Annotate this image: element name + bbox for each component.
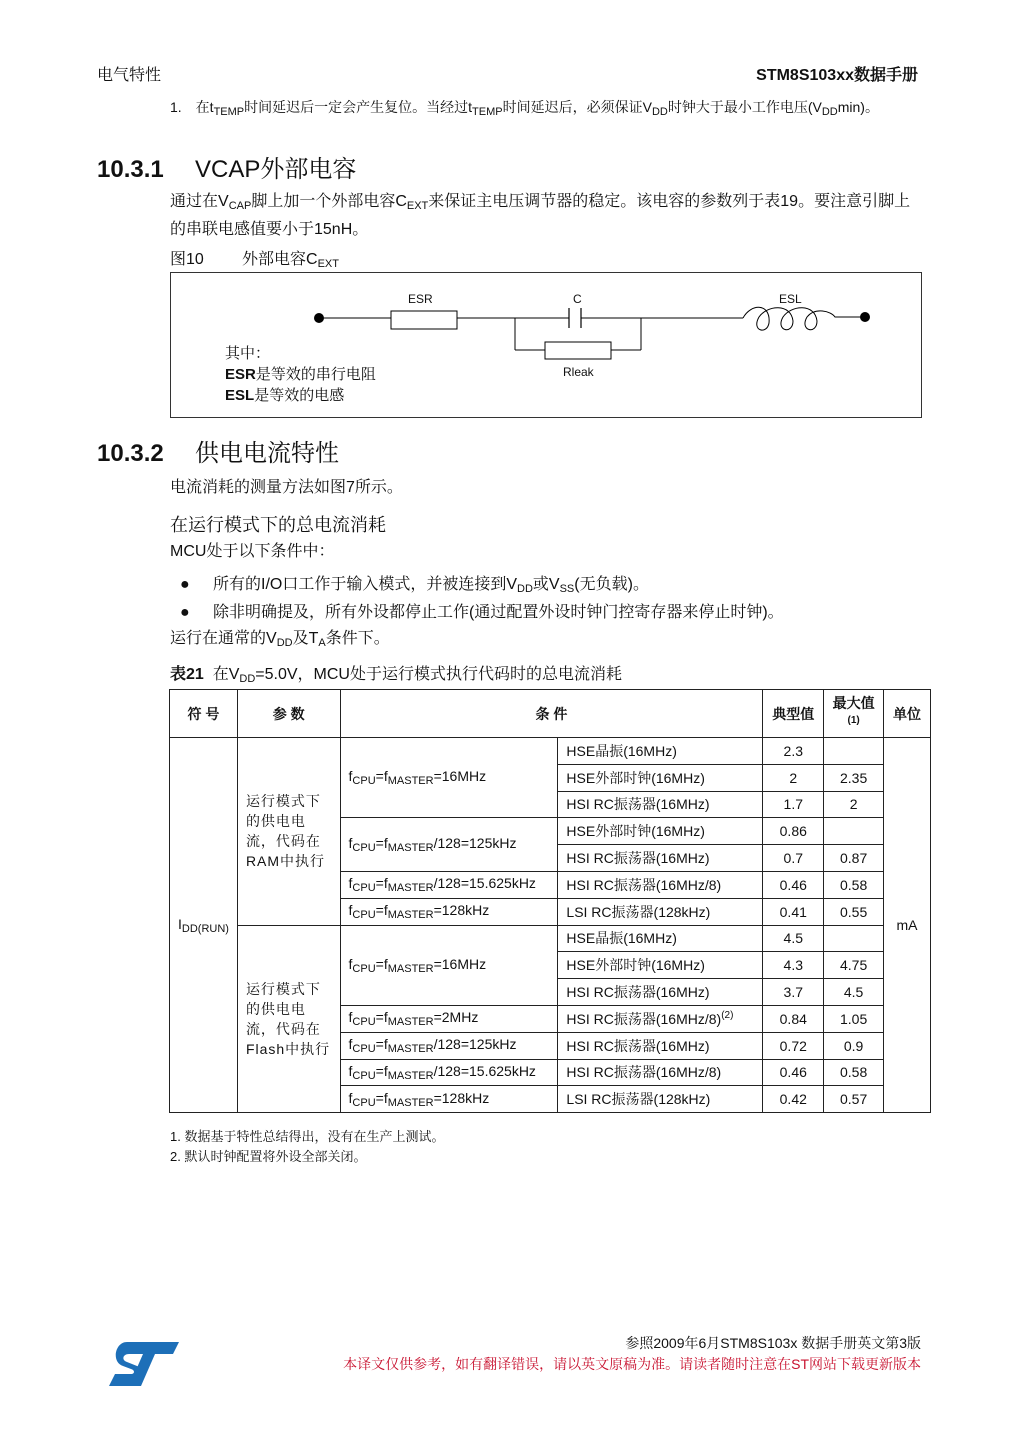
max-cell: 0.58 <box>824 871 884 898</box>
figure-legend: 其中： ESR是等效的串行电阻 ESL是等效的电感 <box>225 345 376 404</box>
typ-cell: 0.86 <box>763 818 824 845</box>
typ-cell: 0.84 <box>763 1005 824 1032</box>
cond-ram-16mhz: $f_{CPU}=f_{MASTER}=16MHz$ <box>340 738 558 818</box>
typ-cell: 3.7 <box>763 979 824 1006</box>
footnote-1: 1. 数据基于特性总结得出，没有在生产上测试。 <box>170 1129 445 1144</box>
header-param: 参 数 <box>237 690 340 738</box>
typ-cell: 2.3 <box>763 738 824 765</box>
typ-cell: 0.46 <box>763 1059 824 1086</box>
typ-cell: 0.42 <box>763 1086 824 1113</box>
esr-resistor <box>391 311 457 329</box>
clk-cell: LSI RC振荡器(128kHz) <box>558 1086 763 1113</box>
max-cell <box>824 818 884 845</box>
clk-cell: HSE晶振(16MHz) <box>558 738 763 765</box>
esr-label: ESR <box>408 292 433 306</box>
max-cell <box>824 925 884 952</box>
clk-cell: HSI RC振荡器(16MHz/8) <box>558 1059 763 1086</box>
esl-label: ESL <box>779 292 802 306</box>
section-heading-vcap: 10.3.1 VCAP外部电容 <box>97 156 357 183</box>
clk-cell: HSI RC振荡器(16MHz/8) <box>558 871 763 898</box>
terminal-right <box>860 312 870 322</box>
cond-flash-16mhz: $f_{CPU}=f_{MASTER}=16MHz$ <box>340 925 558 1005</box>
conditions-after: 运行在通常的$V_{DD}$及$T_A$条件下。 <box>170 630 390 649</box>
footnote-2: 2. 默认时钟配置将外设全部关闭。 <box>170 1149 367 1164</box>
clk-cell: HSE外部时钟(16MHz) <box>558 952 763 979</box>
cond-ram-125khz: $f_{CPU}=f_{MASTER}/128=125kHz$ <box>340 818 558 872</box>
figure-external-capacitor <box>170 272 922 418</box>
header-unit: 单位 <box>884 690 931 738</box>
unit-cell: mA <box>884 738 931 1113</box>
clk-cell: LSI RC振荡器(128kHz) <box>558 898 763 925</box>
table-header-row <box>170 690 931 738</box>
max-cell: 0.9 <box>824 1032 884 1059</box>
typ-cell: 4.3 <box>763 952 824 979</box>
figure-caption: 图10 外部电容$C_{EXT}$ <box>170 251 339 270</box>
st-logo-icon <box>107 1340 181 1388</box>
clk-cell: HSI RC振荡器(16MHz) <box>558 979 763 1006</box>
header-cond: 条 件 <box>340 690 763 738</box>
cond-ram-128khz: $f_{CPU}=f_{MASTER}=128kHz$ <box>340 898 558 925</box>
typ-cell: 0.41 <box>763 898 824 925</box>
typ-cell: 0.46 <box>763 871 824 898</box>
clk-cell: HSI RC振荡器(16MHz) <box>558 845 763 872</box>
reference-edition: 参照2009年6月STM8S103x 数据手册英文第3版 <box>625 1335 921 1351</box>
clk-cell: HSI RC振荡器$(16MHz/8)^{(2)}$ <box>558 1005 763 1032</box>
max-cell: 1.05 <box>824 1005 884 1032</box>
run-mode-current-table <box>169 689 931 1113</box>
section-heading-supply-current: 10.3.2 供电电流特性 <box>97 440 339 467</box>
typ-cell: 2 <box>763 764 824 791</box>
clk-cell: HSE外部时钟(16MHz) <box>558 764 763 791</box>
typ-cell: 0.7 <box>763 845 824 872</box>
note-1: 1. 在$t_{TEMP}$时间延迟后一定会产生复位。当经过$t_{TEMP}$时间延迟后，必须保证$V_{DD}$时钟大于最小工作电压$(V_{DD}\min)$。 <box>170 99 879 118</box>
clk-cell: HSI RC振荡器(16MHz) <box>558 1032 763 1059</box>
header-symbol: 符 号 <box>170 690 238 738</box>
header-doc-title: STM8S103xx数据手册 <box>756 67 918 84</box>
clk-cell: HSI RC振荡器(16MHz) <box>558 791 763 818</box>
typ-cell: 1.7 <box>763 791 824 818</box>
header-max: 最大值$^{(1)}$ <box>824 690 884 738</box>
translation-disclaimer: 本译文仅供参考，如有翻译错误，请以英文原稿为准。请读者随时注意在ST网站下载更新版本 <box>343 1356 921 1372</box>
clk-cell: HSE晶振(16MHz) <box>558 925 763 952</box>
cond-ram-15khz: $f_{CPU}=f_{MASTER}/128=15.625kHz$ <box>340 871 558 898</box>
param-ram: 运行模式下的供电电流，代码在RAM中执行 <box>237 738 340 926</box>
table-row <box>170 738 931 765</box>
cond-flash-15khz: $f_{CPU}=f_{MASTER}/128=15.625kHz$ <box>340 1059 558 1086</box>
measurement-paragraph: 电流消耗的测量方法如图7所示。 <box>170 479 403 496</box>
rleak-resistor <box>545 342 611 359</box>
max-cell: 2.35 <box>824 764 884 791</box>
header-section-title: 电气特性 <box>97 67 162 84</box>
cond-flash-2mhz: $f_{CPU}=f_{MASTER}=2MHz$ <box>340 1005 558 1032</box>
max-cell: 0.58 <box>824 1059 884 1086</box>
cond-flash-128khz: $f_{CPU}=f_{MASTER}=128kHz$ <box>340 1086 558 1113</box>
c-label: C <box>573 292 582 306</box>
table-row <box>170 925 931 952</box>
table-caption: 表21 在$V_{DD}=5.0V$，MCU处于运行模式执行代码时的总电流消耗 <box>170 666 622 685</box>
esl-inductor <box>743 307 865 330</box>
bullet-peripherals: ● 除非明确提及，所有外设都停止工作(通过配置外设时钟门控寄存器来停止时钟)。 <box>180 604 784 621</box>
max-cell: 0.57 <box>824 1086 884 1113</box>
vcap-paragraph: 通过在$V_{CAP}$脚上加一个外部电容$C_{EXT}$来保证主电压调节器的稳定。该电容的参数列于表19。要注意引脚上的串联电感值要小于15nH。 <box>170 193 911 238</box>
conditions-intro: MCU处于以下条件中： <box>170 543 335 560</box>
header-typ: 典型值 <box>763 690 824 738</box>
typ-cell: 0.72 <box>763 1032 824 1059</box>
max-cell <box>824 738 884 765</box>
max-cell: 0.55 <box>824 898 884 925</box>
max-cell: 2 <box>824 791 884 818</box>
run-mode-subheading: 在运行模式下的总电流消耗 <box>170 515 386 535</box>
rleak-label: Rleak <box>563 365 594 379</box>
clk-cell: HSE外部时钟(16MHz) <box>558 818 763 845</box>
symbol-cell: $I_{DD(RUN)}$ <box>170 738 238 1113</box>
bullet-io-config: ● 所有的I/O口工作于输入模式，并被连接到$V_{DD}$或$V_{SS}$(无负载)。 <box>180 576 649 595</box>
max-cell: 4.5 <box>824 979 884 1006</box>
cond-flash-125khz: $f_{CPU}=f_{MASTER}/128=125kHz$ <box>340 1032 558 1059</box>
param-flash: 运行模式下的供电电流，代码在Flash中执行 <box>237 925 340 1113</box>
max-cell: 4.75 <box>824 952 884 979</box>
typ-cell: 4.5 <box>763 925 824 952</box>
max-cell: 0.87 <box>824 845 884 872</box>
